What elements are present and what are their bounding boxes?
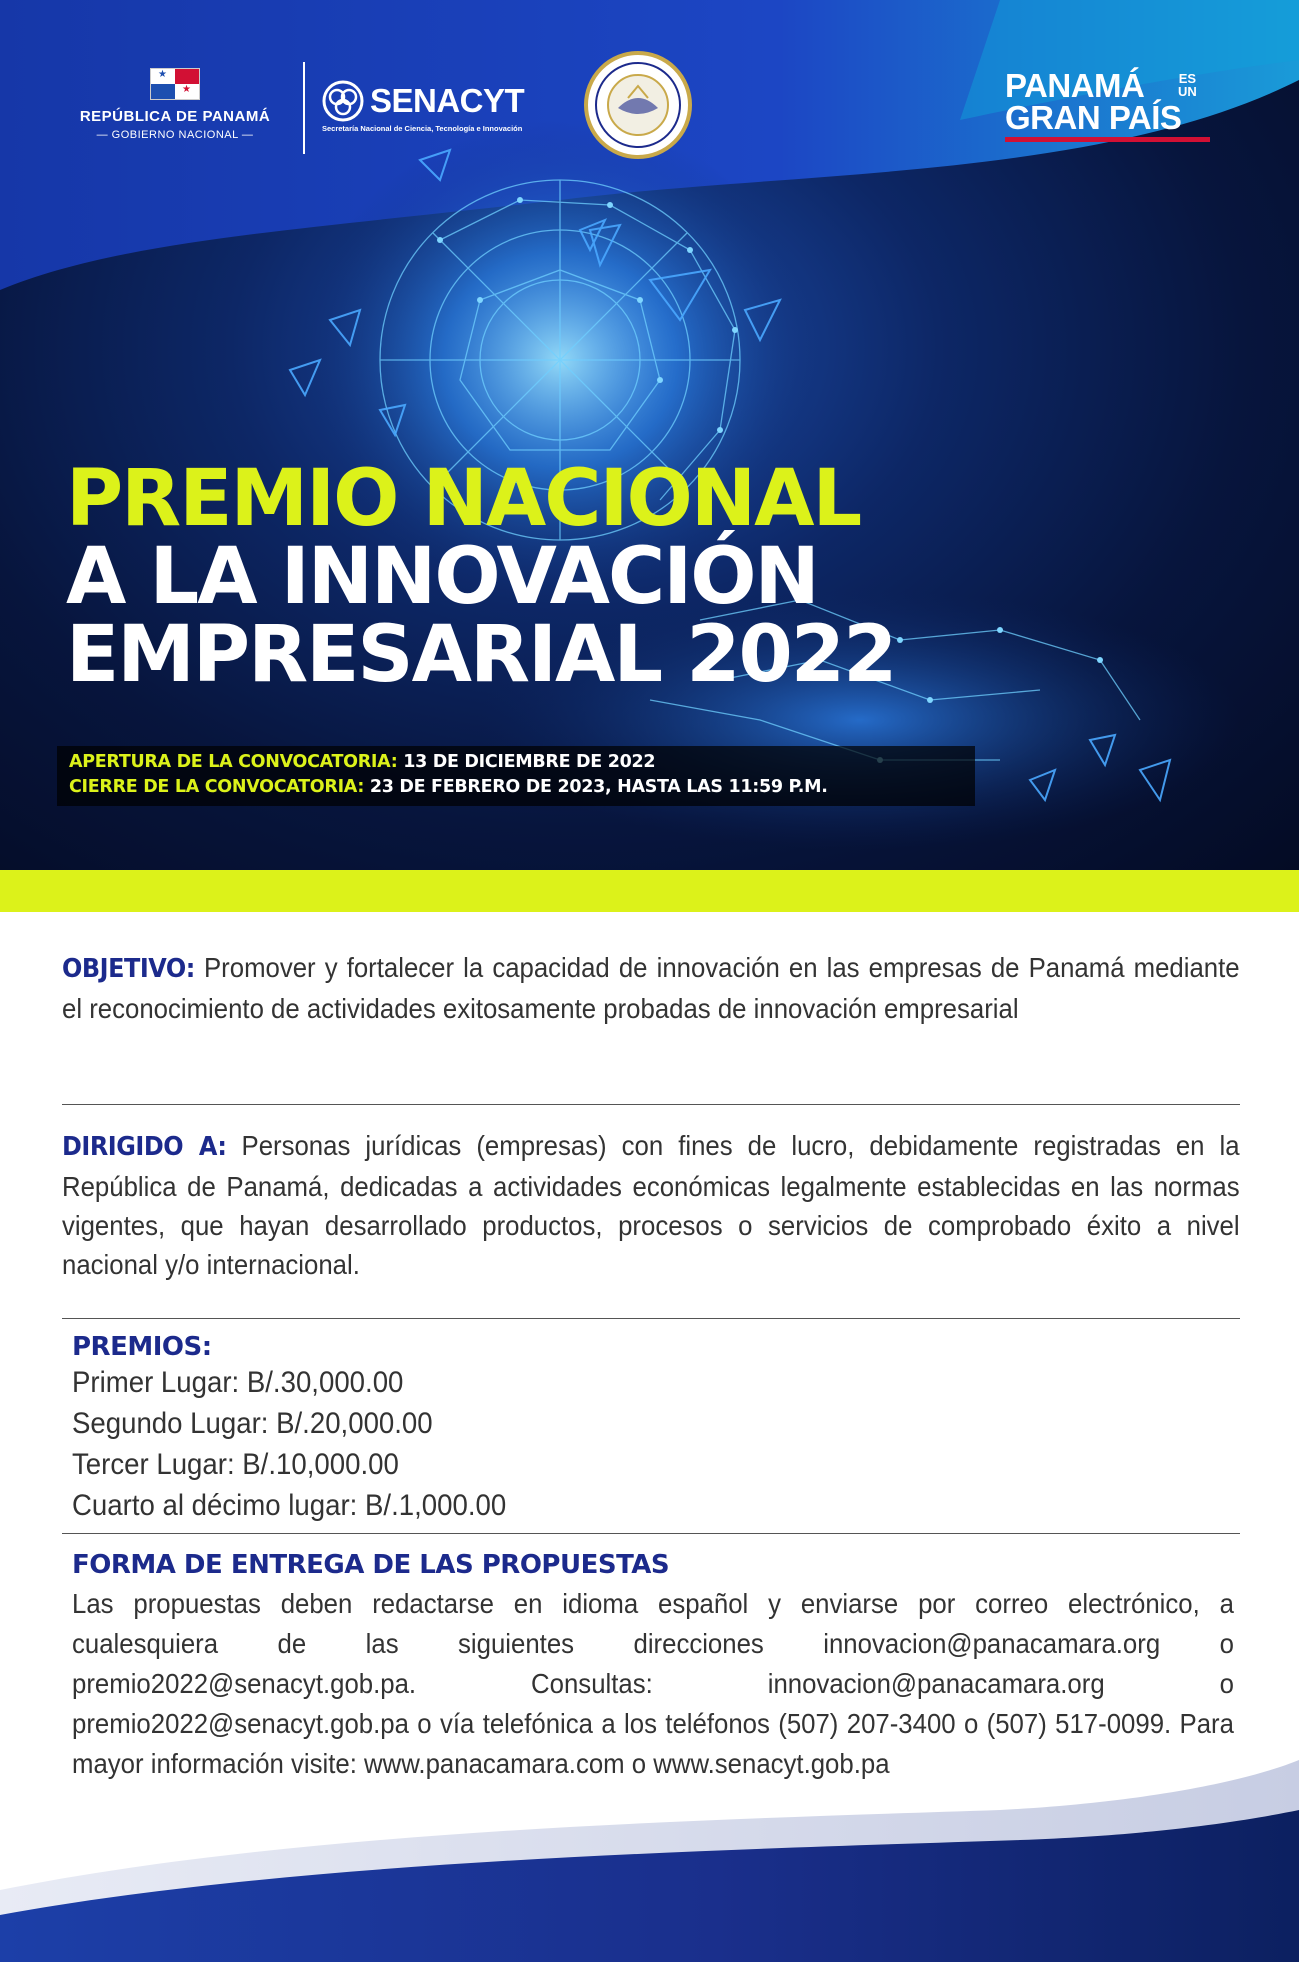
panama-gran-pais-logo <box>1005 67 1210 142</box>
prize-item: Cuarto al décimo lugar: B/.1,000.00 <box>72 1489 507 1522</box>
entrega-paragraph: Las propuestas deben redactarse en idioma español y enviarse por correo electrónico, a cualesquiera de las siguientes direcciones innovacion@panacamara.org o premio2022@senacyt.gob.pa. Consultas: innovacion@panacamara.org o premio2022@senacyt.gob.pa o vía telefónica a los teléfonos (507) 207-3400 o (507) 517-0099. Para mayor información visite: www.panacamara.com o www.senacyt.gob.pa <box>72 1588 1234 1779</box>
pgp-underline <box>1005 137 1210 142</box>
bottom-wave-artwork <box>0 1740 1299 1962</box>
senacyt-atom-icon <box>322 80 364 122</box>
premios-section <box>72 1332 1250 1526</box>
hero-banner <box>0 0 1299 870</box>
opening-date: APERTURA DE LA CONVOCATORIA: 13 DE DICIEMBRE DE 2022 <box>69 752 656 772</box>
premios-label: PREMIOS: <box>72 1332 212 1362</box>
title-line-1: PREMIO NACIONAL <box>66 454 861 544</box>
entrega-label: FORMA DE ENTREGA DE LAS PROPUESTAS <box>72 1550 670 1580</box>
section-rule <box>62 1533 1240 1534</box>
pgp-line2: GRAN PAÍS <box>1005 99 1182 136</box>
section-rule <box>62 1318 1240 1319</box>
gobierno-label: — GOBIERNO NACIONAL — <box>96 129 254 141</box>
page-title <box>66 454 896 700</box>
lime-divider-band <box>0 870 1299 912</box>
dirigido-label: DIRIGIDO A: <box>62 1132 227 1162</box>
republica-label: REPÚBLICA DE PANAMÁ <box>79 108 271 125</box>
dates-band <box>57 746 975 806</box>
objetivo-label: OBJETIVO: <box>62 954 195 984</box>
dirigido-section <box>62 1126 1240 1284</box>
closing-date: CIERRE DE LA CONVOCATORIA: 23 DE FEBRERO DE 2023, HASTA LAS 11:59 P.M. <box>69 777 828 797</box>
objetivo-section <box>62 948 1240 1028</box>
title-line-3: EMPRESARIAL 2022 <box>66 610 896 700</box>
prize-item: Primer Lugar: B/.30,000.00 <box>72 1366 404 1399</box>
objetivo-paragraph: OBJETIVO: Promover y fortalecer la capacidad de innovación en las empresas de Panamá mediante el reconocimiento de actividades exitosamente probadas de innovación empresarial <box>62 952 1240 1024</box>
camara-comercio-seal-icon <box>583 50 693 160</box>
pgp-line1: PANAMÁ <box>1005 67 1145 104</box>
senacyt-name: SENACYT <box>370 82 525 119</box>
pgp-es-un: ES UN <box>1178 71 1197 99</box>
republica-panama-logo <box>60 68 290 141</box>
dirigido-paragraph: DIRIGIDO A: Personas jurídicas (empresas) con fines de lucro, debidamente registradas en la República de Panamá, dedicadas a actividades económicas legalmente establecidas en las normas vigentes, que hayan desarrollado productos, procesos o servicios de comprobado éxito a nivel nacional y/o internacional. <box>62 1130 1240 1280</box>
section-rule <box>62 1104 1240 1105</box>
title-line-2: A LA INNOVACIÓN <box>66 532 818 622</box>
logo-divider <box>303 62 305 154</box>
panama-flag-icon <box>150 68 200 100</box>
senacyt-subtitle: Secretaría Nacional de Ciencia, Tecnología e Innovación <box>322 124 523 133</box>
senacyt-logo <box>322 80 524 133</box>
prize-item: Segundo Lugar: B/.20,000.00 <box>72 1407 433 1440</box>
prize-item: Tercer Lugar: B/.10,000.00 <box>72 1448 399 1481</box>
